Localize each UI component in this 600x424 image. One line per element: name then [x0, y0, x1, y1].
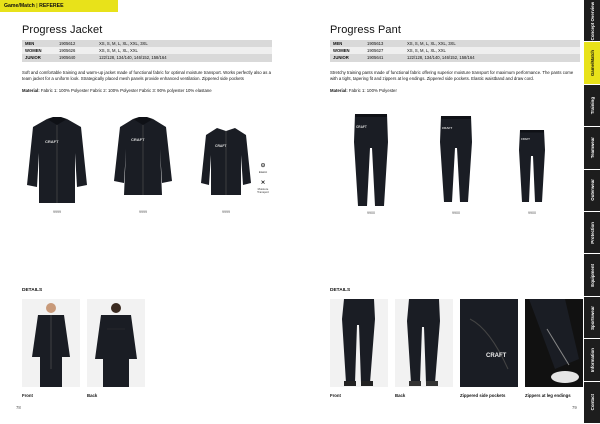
size-group: JUNIOR: [25, 55, 41, 61]
photo-frame: [22, 299, 80, 387]
pant-gallery: [336, 112, 562, 215]
product-description: Soft and comfortable training and warm-up jacket made of functional fabric for optimal moisture transport. Works perfectly also as a team jacket for a uniform look. Strategically placed mesh panels provide enhanced ventilation. Zippered side pockets: [22, 69, 272, 81]
detail-photo[interactable]: [87, 299, 145, 398]
color-code: 9999: [53, 210, 61, 214]
color-code: 9900: [452, 211, 460, 215]
table-row: [22, 54, 272, 61]
color-code: 9999: [139, 210, 147, 214]
feature-badges: [254, 163, 272, 195]
table-row: [330, 54, 580, 61]
legs-front-icon: [330, 299, 388, 387]
photo-frame: [395, 299, 453, 387]
brand-logo: CRAFT: [521, 138, 530, 141]
color-code: 9999: [222, 210, 230, 214]
nav-tab-label: Contact: [589, 394, 595, 411]
table-row: [330, 47, 580, 54]
garment-item[interactable]: [22, 113, 92, 214]
details-heading: DETAILS: [22, 288, 43, 293]
detail-photos: [22, 299, 145, 398]
photo-caption: Zippers at leg endings: [525, 393, 571, 398]
photo-caption: Zippered side pockets: [460, 393, 506, 398]
size-group: MEN: [333, 41, 343, 47]
photo-frame: [87, 299, 145, 387]
nav-tab-game-match[interactable]: [584, 42, 600, 84]
size-range: XS, S, M, L, XL, XXL: [407, 48, 446, 54]
brand-logo: CRAFT: [486, 353, 507, 359]
details-heading: DETAILS: [330, 288, 351, 293]
detail-photo[interactable]: [22, 299, 80, 398]
detail-photo[interactable]: [330, 299, 388, 398]
nav-tab-sportswear[interactable]: [584, 297, 600, 339]
size-table: [330, 40, 580, 62]
nav-tab-label: Protection: [589, 221, 595, 244]
article-number: 1905626: [59, 48, 76, 54]
feature-badge: [254, 180, 272, 194]
photo-caption: Back: [87, 393, 98, 398]
pocket-closeup-icon: [460, 299, 518, 387]
material-line: [22, 88, 272, 93]
badge-label: Elastic: [258, 170, 268, 174]
moisture-transport-icon: ⨯: [260, 180, 266, 187]
photo-caption: Front: [330, 393, 341, 398]
nav-tab-contact[interactable]: [584, 382, 600, 424]
product-jacket: [22, 24, 272, 93]
subsection-label: REFEREE: [39, 3, 64, 9]
brand-logo: CRAFT: [131, 137, 145, 142]
size-range: 122/128, 134/140, 146/152, 158/164: [99, 55, 167, 61]
table-row: [330, 40, 580, 47]
brand-logo: CRAFT: [442, 126, 453, 130]
garment-item[interactable]: [196, 113, 256, 214]
size-table: [22, 40, 272, 62]
jacket-front-icon: [25, 113, 89, 207]
detail-photo[interactable]: [460, 299, 518, 398]
product-title: Progress Jacket: [22, 24, 103, 36]
product-title: Progress Pant: [330, 24, 402, 36]
page-number: 79: [572, 405, 577, 410]
article-number: 1905613: [367, 41, 384, 47]
nav-tab-training[interactable]: [584, 85, 600, 127]
material-text: Fabric 1: 100% Polyester: [348, 87, 397, 93]
product-pant: [330, 24, 580, 93]
nav-tab-equipment[interactable]: [584, 254, 600, 296]
detail-photos: [330, 299, 583, 398]
size-range: XS, S, M, L, XL, XXL, 3XL: [407, 41, 456, 47]
page-number: 78: [16, 405, 21, 410]
photo-frame: [525, 299, 583, 387]
material-label: Material:: [330, 87, 348, 93]
nav-tab-label: Equipment: [589, 263, 595, 287]
detail-photo[interactable]: [395, 299, 453, 398]
jacket-women-icon: [111, 113, 175, 199]
size-group: WOMEN: [25, 48, 42, 54]
garment-item[interactable]: [102, 113, 184, 214]
side-navigation: [584, 0, 600, 424]
nav-tab-label: Outerwear: [589, 179, 595, 202]
pant-junior-icon: [517, 128, 547, 204]
article-number: 1905627: [367, 48, 384, 54]
table-row: [22, 40, 272, 47]
garment-item[interactable]: [418, 112, 494, 215]
garment-item[interactable]: [336, 112, 406, 215]
garment-item[interactable]: [502, 112, 562, 215]
size-range: 122/128, 134/140, 146/152, 158/164: [407, 55, 475, 61]
nav-tab-label: Concept Overview: [589, 1, 595, 40]
jacket-junior-icon: [199, 123, 253, 199]
nav-tab-outerwear[interactable]: [584, 170, 600, 212]
jacket-gallery: [22, 113, 256, 214]
size-group: JUNIOR: [333, 55, 349, 61]
elastic-icon: ⊙: [260, 163, 266, 169]
material-line: [330, 88, 580, 93]
nav-tab-label: Teamwear: [589, 137, 595, 159]
material-text: Fabric 1: 100% Polyester Fabric 2: 100% Polyester Fabric 3: 90% polyester 10% elastane: [40, 87, 212, 93]
color-code: 9900: [528, 211, 536, 215]
badge-label: Moisture Transport: [257, 187, 269, 195]
nav-tab-information[interactable]: [584, 339, 600, 381]
feature-badge: [259, 163, 267, 174]
nav-tab-teamwear[interactable]: [584, 127, 600, 169]
size-group: MEN: [25, 41, 35, 47]
photo-frame: [330, 299, 388, 387]
nav-tab-protection[interactable]: [584, 212, 600, 254]
pant-women-icon: [437, 114, 475, 204]
brand-logo: CRAFT: [215, 144, 227, 148]
detail-photo[interactable]: [525, 299, 583, 398]
color-code: 9900: [367, 211, 375, 215]
photo-frame: [460, 299, 518, 387]
article-number: 1905640: [59, 55, 76, 61]
material-label: Material:: [22, 87, 40, 93]
nav-tab-label: Game/Match: [589, 50, 595, 77]
nav-tab-label: Training: [589, 96, 595, 115]
model-front-icon: [22, 299, 80, 387]
nav-tab-label: Sportswear: [589, 305, 595, 330]
model-back-icon: [87, 299, 145, 387]
nav-tab-concept-overview[interactable]: [584, 0, 600, 42]
size-group: WOMEN: [333, 48, 350, 54]
article-number: 1905641: [367, 55, 384, 61]
brand-logo: CRAFT: [356, 125, 367, 129]
size-range: XS, S, M, L, XL, XXL, 3XL: [99, 41, 148, 47]
pant-front-icon: [351, 112, 391, 208]
article-number: 1905612: [59, 41, 76, 47]
product-description: Stretchy training pants made of functional fabric offering superior moisture transport for maximum performance. The pants come with a tight, tapering fit and zippers at leg endings. Zippered side pockets. Elastic waistband and draw cord.: [330, 69, 574, 81]
table-row: [22, 47, 272, 54]
nav-tab-label: Information: [589, 347, 595, 373]
zipper-closeup-icon: [525, 299, 583, 387]
section-tag: Game/Match | REFEREE: [0, 0, 118, 12]
section-label: Game/Match: [4, 3, 35, 9]
photo-caption: Back: [395, 393, 406, 398]
brand-logo: CRAFT: [45, 139, 59, 144]
photo-caption: Front: [22, 393, 33, 398]
size-range: XS, S, M, L, XL, XXL: [99, 48, 138, 54]
legs-back-icon: [395, 299, 453, 387]
